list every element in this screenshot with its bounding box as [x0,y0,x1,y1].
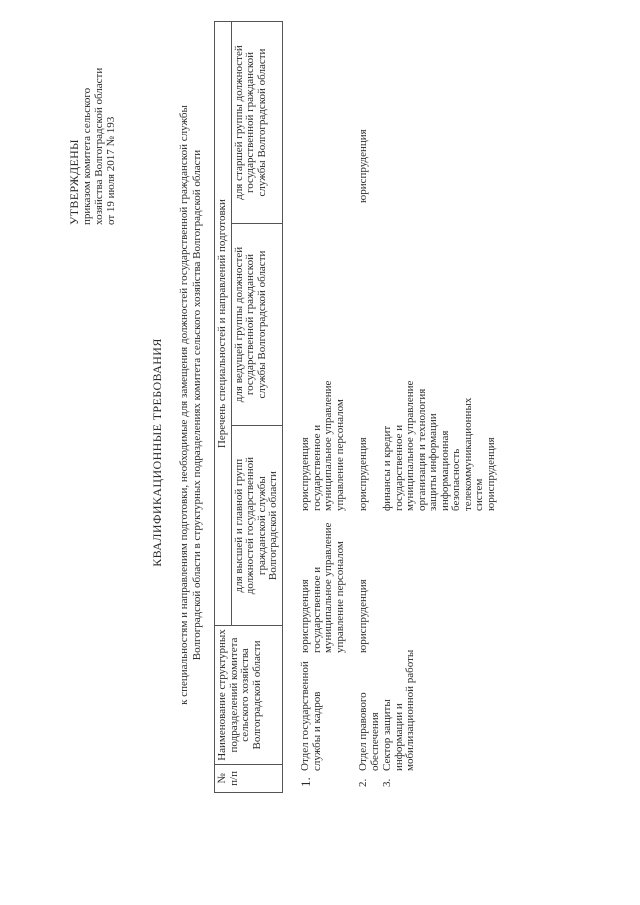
specialty-item: юриспруденция [484,437,497,511]
row-leading-specialties [382,376,497,511]
header-department-line: Волгоградской области [250,640,263,750]
header-leading-group [231,224,282,426]
row-number: 1. [298,777,313,787]
specialty-item: юриспруденция [357,437,369,511]
requirements-table-header [214,21,283,793]
row-leading-specialties [358,376,370,511]
header-department-line: подразделений комитета [227,637,240,753]
specialty-item: безопасность [450,448,462,511]
row-department-line: обеспечения [368,712,381,771]
row-department [358,651,381,771]
row-highest-specialties [358,523,370,653]
row-leading-specialties [300,376,346,511]
document-title: КВАЛИФИКАЦИОННЫЕ ТРЕБОВАНИЯ [150,338,164,567]
row-department-line: информации и [392,703,405,771]
header-senior-group [231,22,282,224]
specialty-item: телекоммуникационных [461,397,474,511]
specialty-item: юриспруденция [357,579,369,653]
subtitle-line: к специальностям и направлениям подготовки, необходимые для замещения должностей государственной гражданской службы [178,105,190,705]
specialty-item: финансы и кредит [381,425,393,511]
header-department-line: Наименование структурных [216,629,228,761]
specialty-item: государственное и [310,424,323,511]
header-department [215,626,283,765]
row-department [300,651,323,771]
header-highest-group [231,426,282,626]
approval-line: приказом комитета сельского [81,87,93,225]
specialty-item: организация и технология [415,388,428,511]
specialty-item: государственное и [310,566,323,653]
row-senior-specialties [358,63,370,203]
header-leading-line: государственной гражданской [244,254,256,396]
specialty-item: защиты информации [427,413,439,511]
row-department-line: Сектор защиты [381,699,393,771]
approval-heading: УТВЕРЖДЕНЫ [67,139,81,225]
subtitle-line: Волгоградской области в структурных подразделениях комитета сельского хозяйства Волгоградской области [191,149,203,661]
row-department-line: Отдел правового [357,692,369,771]
header-number [215,764,283,792]
specialty-item: муниципальное управление [322,380,334,511]
header-leading-line: для ведущей группы должностей [232,246,245,403]
specialty-item: государственное и [392,424,405,511]
row-number: 3. [381,778,393,787]
specialty-item: управление персоналом [333,399,346,511]
header-specialties-group: Перечень специальностей и направлений подготовки [215,22,232,626]
specialty-item: систем [473,478,485,511]
header-department-line: сельского хозяйства [239,648,251,742]
specialty-item: информационная [438,430,451,511]
specialty-item: управление персоналом [333,541,346,653]
specialty-item: юриспруденция [299,437,311,511]
header-leading-line: службы Волгоградской области [255,250,268,399]
specialty-item: юриспруденция [357,129,369,203]
header-highest-line: Волгоградской области [267,471,279,581]
row-number: 2. [357,778,369,787]
specialty-item: юриспруденция [299,579,311,653]
header-number-line: п/п [227,770,240,786]
header-senior-line: для старшей группы должностей [232,45,245,200]
approval-line: хозяйства Волгоградской области [93,67,105,225]
row-department [382,651,417,771]
header-senior-line: государственной гражданской [244,51,256,194]
approval-line: от 19 июля 2017 № 193 [105,116,117,225]
header-highest-line: для высшей и главной групп [232,458,245,593]
approval-stamp [68,0,117,225]
header-senior-line: службы Волгоградской области [255,48,268,197]
row-department-line: мобилизационной работы [404,649,416,771]
row-highest-specialties [300,523,346,653]
row-department-line: службы и кадров [310,691,323,771]
row-department-line: Отдел государственной [299,661,311,771]
header-number-line: № [216,773,228,784]
header-highest-line: гражданской службы [255,476,268,576]
specialty-item: муниципальное управление [322,522,334,653]
specialty-item: муниципальное управление [404,380,416,511]
document-subtitle [178,45,204,765]
header-highest-line: должностей государственной [244,456,256,595]
